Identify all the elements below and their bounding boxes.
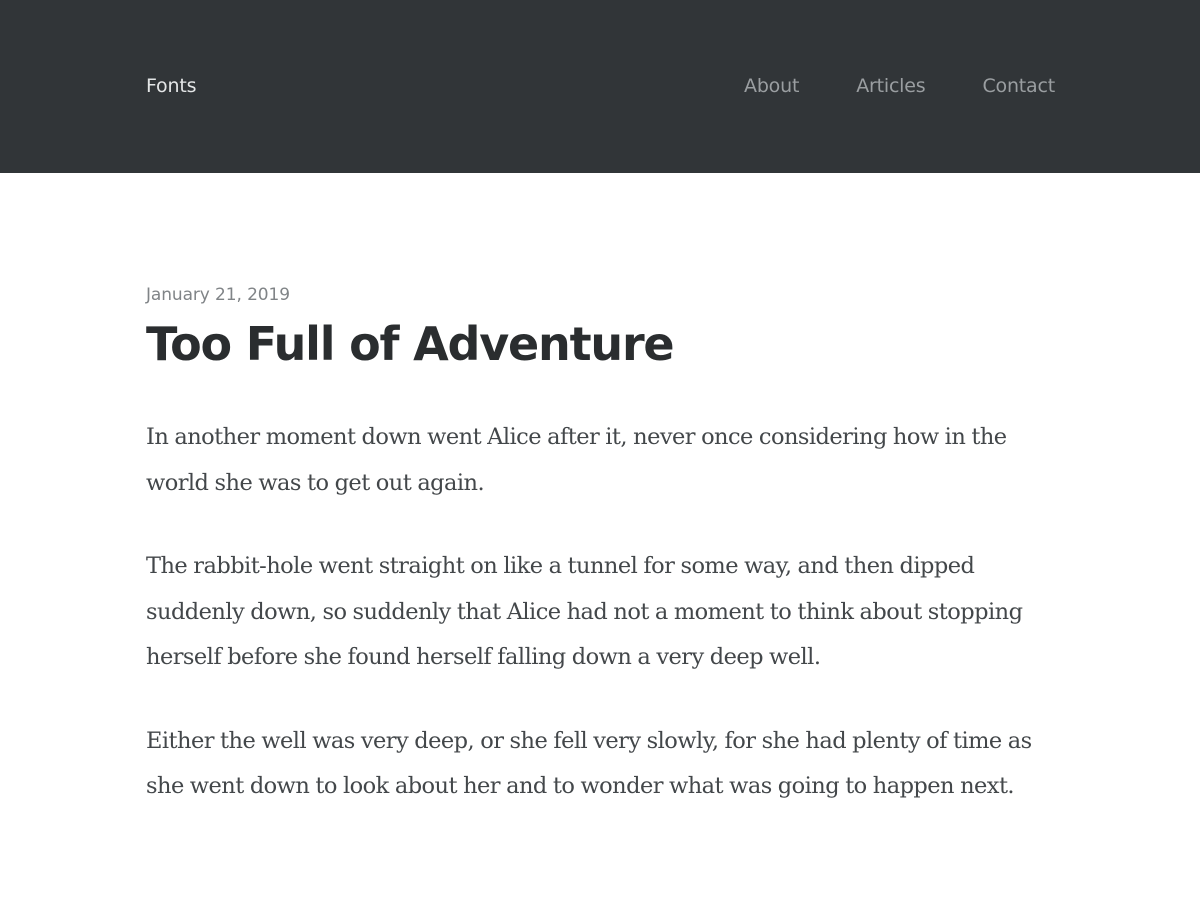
article-paragraph: In another moment down went Alice after it, never once considering how in the world she was to get out again. bbox=[146, 424, 1007, 496]
nav-link-about[interactable]: About bbox=[744, 75, 800, 97]
article-paragraph: Either the well was very deep, or she fell very slowly, for she had plenty of time as she went down to look about her and to wonder what was going to happen next. bbox=[146, 727, 1032, 799]
site-header bbox=[0, 0, 1200, 173]
main-nav bbox=[744, 74, 1055, 98]
nav-link-articles[interactable]: Articles bbox=[856, 75, 926, 97]
article bbox=[146, 282, 1056, 848]
article-date: January 21, 2019 bbox=[146, 285, 290, 305]
article-paragraph: The rabbit-hole went straight on like a tunnel for some way, and then dipped suddenly down, so suddenly that Alice had not a moment to think about stopping herself before she found herself falling down a very deep well. bbox=[146, 553, 1023, 670]
article-body bbox=[146, 415, 1056, 810]
article-title: Too Full of Adventure bbox=[146, 317, 674, 371]
nav-link-contact[interactable]: Contact bbox=[982, 75, 1055, 97]
brand-link[interactable]: Fonts bbox=[146, 75, 197, 97]
